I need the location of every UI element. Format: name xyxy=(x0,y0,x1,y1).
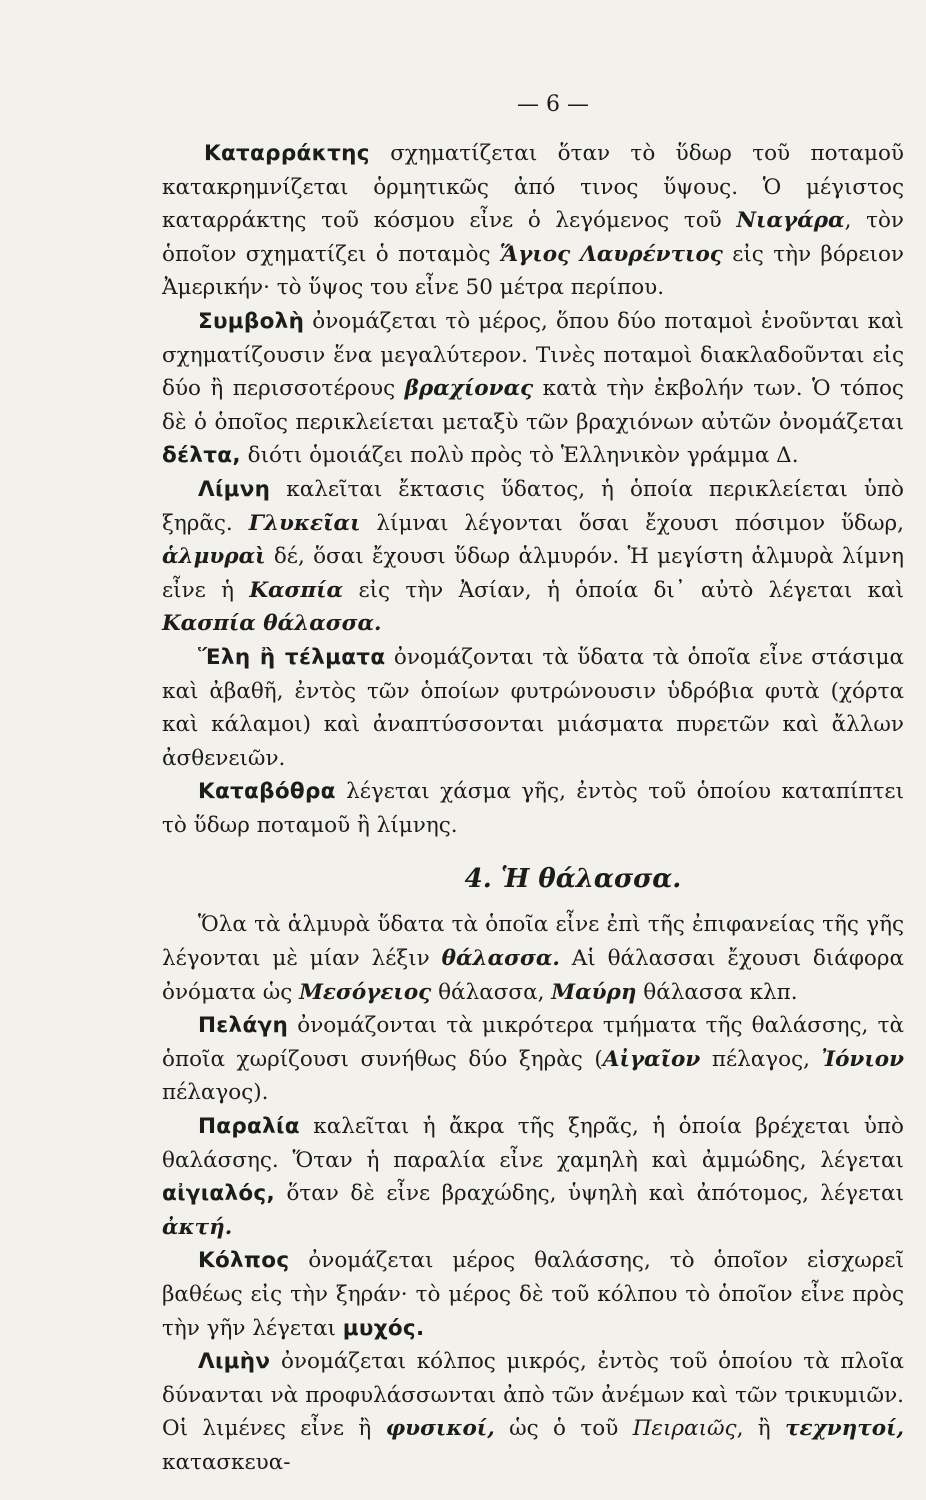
term-harbor: Λιμὴν xyxy=(198,1349,271,1375)
emphasis-caspian-sea: Κασπία θάλασσα. xyxy=(162,611,382,637)
emphasis-saint-lawrence: Ἅγιος Λαυρέντιος xyxy=(499,241,723,267)
text-run: σχηματίζεται ὅταν τὸ ὕδωρ τοῦ ποταμοῦ κατακρημνίζεται ὁρμητικῶς ἀπό τινος ὕψους. Ὁ μέγιστος καταρράκτης τοῦ κόσμου εἶνε ὁ λεγόμενος τοῦ xyxy=(162,141,904,234)
text-run: εἰς τὴν βόρειον Ἀμερικήν· τὸ ὕψος του εἶνε 50 μέτρα περίπου. xyxy=(162,241,904,301)
text-run: πέλαγος, xyxy=(700,1046,822,1072)
text-run: , τὸν ὁποῖον σχηματίζει ὁ ποταμὸς xyxy=(162,208,905,267)
paragraph-harbor xyxy=(162,1345,904,1479)
text-run: θάλασσα, xyxy=(431,979,552,1005)
emphasis-salt: ἁλμυραὶ xyxy=(162,544,266,570)
term-coast: Παραλία xyxy=(198,1114,300,1140)
emphasis-branches: βραχίονας xyxy=(404,376,534,402)
term-lake: Λίμνη xyxy=(198,476,271,502)
text-run: κατασκευα- xyxy=(162,1449,291,1475)
text-run: ὀνομάζονται τὰ ὕδατα τὰ ὁποῖα εἶνε στάσιμα καὶ ἀβαθῆ, ἐντὸς τῶν ὁποίων φυτρώνουσιν ὑδρόβια φυτὰ (χόρτα καὶ κάλαμοι) καὶ ἀναπτύσσονται μιάσματα πυρετῶν καὶ ἄλλων ἀσθενειῶν. xyxy=(162,644,904,771)
emphasis-sea: θάλασσα. xyxy=(441,946,560,972)
paragraph-gulf xyxy=(162,1244,904,1345)
text-run: εἰς τὴν Ἀσίαν, ἡ ὁποία δι᾽ αὐτὸ λέγεται καὶ xyxy=(343,577,904,603)
text-run: πέλαγος). xyxy=(162,1080,269,1106)
text-run: διότι ὁμοιάζει πολὺ πρὸς τὸ Ἑλληνικὸν γράμμα Δ. xyxy=(240,443,799,469)
text-run: , ἢ xyxy=(736,1416,786,1442)
term-waterfall: Καταρράκτης xyxy=(204,141,370,166)
emphasis-niagara: Νιαγάρα xyxy=(736,208,845,234)
paragraph-sea xyxy=(162,908,904,1009)
emphasis-fresh: Γλυκεῖαι xyxy=(248,510,361,536)
term-sinkhole: Καταβόθρα xyxy=(198,779,336,805)
text-run: κατὰ τὴν ἐκβολήν των. Ὁ τόπος δὲ ὁ ὁποῖος περικλείεται μεταξὺ τῶν βραχιόνων αὐτῶν ὀνομάζεται xyxy=(162,376,904,435)
text-run: καλεῖται ἡ ἄκρα τῆς ξηρᾶς, ἡ ὁποία βρέχεται ὑπὸ θαλάσσης. Ὅταν ἡ παραλία εἶνε χαμηλὴ καὶ ἀμμώδης, λέγεται xyxy=(162,1114,904,1173)
text-run: καλεῖται ἔκτασις ὕδατος, ἡ ὁποία περικλείεται ὑπὸ ξηρᾶς. xyxy=(162,476,904,536)
paragraph-marsh xyxy=(162,641,904,775)
text-run: Αἱ θάλασσαι ἔχουσι διάφορα ὀνόματα ὡς xyxy=(162,946,904,1005)
paragraph-confluence xyxy=(162,305,904,473)
emphasis-aegean: Αἰγαῖον xyxy=(602,1046,701,1072)
term-inlet: μυχός. xyxy=(342,1315,425,1341)
text-run: ὀνομάζεται κόλπος μικρός, ἐντὸς τοῦ ὁποίου τὰ πλοῖα δύνανται νὰ προφυλάσσωνται ἀπὸ τῶν ἀνέμων καὶ τῶν τρικυμιῶν. Οἱ λιμένες εἶνε ἢ xyxy=(162,1349,904,1442)
text-run: ὡς ὁ τοῦ xyxy=(494,1416,633,1442)
section-heading: 4. Ἡ θάλασσα. xyxy=(464,864,682,895)
text-run: θάλασσα κλπ. xyxy=(636,979,798,1005)
text-run: ὀνομάζεται τὸ μέρος, ὅπου δύο ποταμοὶ ἑνοῦνται καὶ σχηματίζουσιν ἕνα μεγαλύτερον. Τινὲς ποταμοὶ διακλαδοῦνται εἰς δύο ἢ περισσοτέρους xyxy=(162,308,904,402)
emphasis-ionian: Ἰόνιον xyxy=(821,1046,904,1072)
emphasis-caspian: Κασπία xyxy=(249,577,344,603)
text-run: ὅταν δὲ εἶνε βραχώδης, ὑψηλὴ καὶ ἀπότομος, λέγεται xyxy=(274,1181,904,1207)
term-gulf: Κόλπος xyxy=(198,1248,290,1274)
paragraph-coast xyxy=(162,1110,904,1244)
emphasis-shore: ἀκτή. xyxy=(162,1214,233,1240)
term-beach: αἰγιαλός, xyxy=(162,1181,275,1207)
term-marsh: Ἕλη ἢ τέλματα xyxy=(198,644,386,670)
text-run: Ὅλα τὰ ἁλμυρὰ ὕδατα τὰ ὁποῖα εἶνε ἐπὶ τῆς ἐπιφανείας τῆς γῆς λέγονται μὲ μίαν λέξιν xyxy=(162,912,904,972)
paragraph-sinkhole xyxy=(162,775,904,842)
paragraph-waterfall xyxy=(162,137,904,305)
emphasis-mediterranean: Μεσόγειος xyxy=(299,979,432,1005)
paragraph-seas xyxy=(162,1009,904,1110)
text-run: ὀνομάζονται τὰ μικρότερα τμήματα τῆς θαλάσσης, τὰ ὁποῖα χωρίζουσι συνήθως δύο ξηρὰς ( xyxy=(162,1013,904,1072)
term-confluence: Συμβολὴ xyxy=(198,308,305,334)
term-seas: Πελάγη xyxy=(198,1013,289,1039)
text-run: λίμναι λέγονται ὅσαι ἔχουσι πόσιμον ὕδωρ, xyxy=(360,510,905,536)
paragraph-lake xyxy=(162,473,904,641)
emphasis-natural: φυσικοί, xyxy=(385,1416,495,1442)
text-run: ὀνομάζεται μέρος θαλάσσης, τὸ ὁποῖον εἰσχωρεῖ βαθέως εἰς τὴν ξηράν· τὸ μέρος δὲ τοῦ κόλπου τὸ ὁποῖον εἶνε πρὸς τὴν γῆν λέγεται xyxy=(162,1248,904,1341)
term-delta: δέλτα, xyxy=(162,443,241,469)
emphasis-piraeus: Πειραιῶς xyxy=(632,1416,737,1442)
emphasis-artificial: τεχνητοί, xyxy=(785,1416,904,1442)
text-run: δέ, ὅσαι ἔχουσι ὕδωρ ἁλμυρόν. Ἡ μεγίστη ἁλμυρὰ λίμνη εἶνε ἡ xyxy=(162,544,904,603)
page-number: — 6 — xyxy=(517,92,589,117)
emphasis-black: Μαύρη xyxy=(551,979,637,1005)
text-run: λέγεται χάσμα γῆς, ἐντὸς τοῦ ὁποίου καταπίπτει τὸ ὕδωρ ποταμοῦ ἢ λίμνης. xyxy=(162,779,904,838)
